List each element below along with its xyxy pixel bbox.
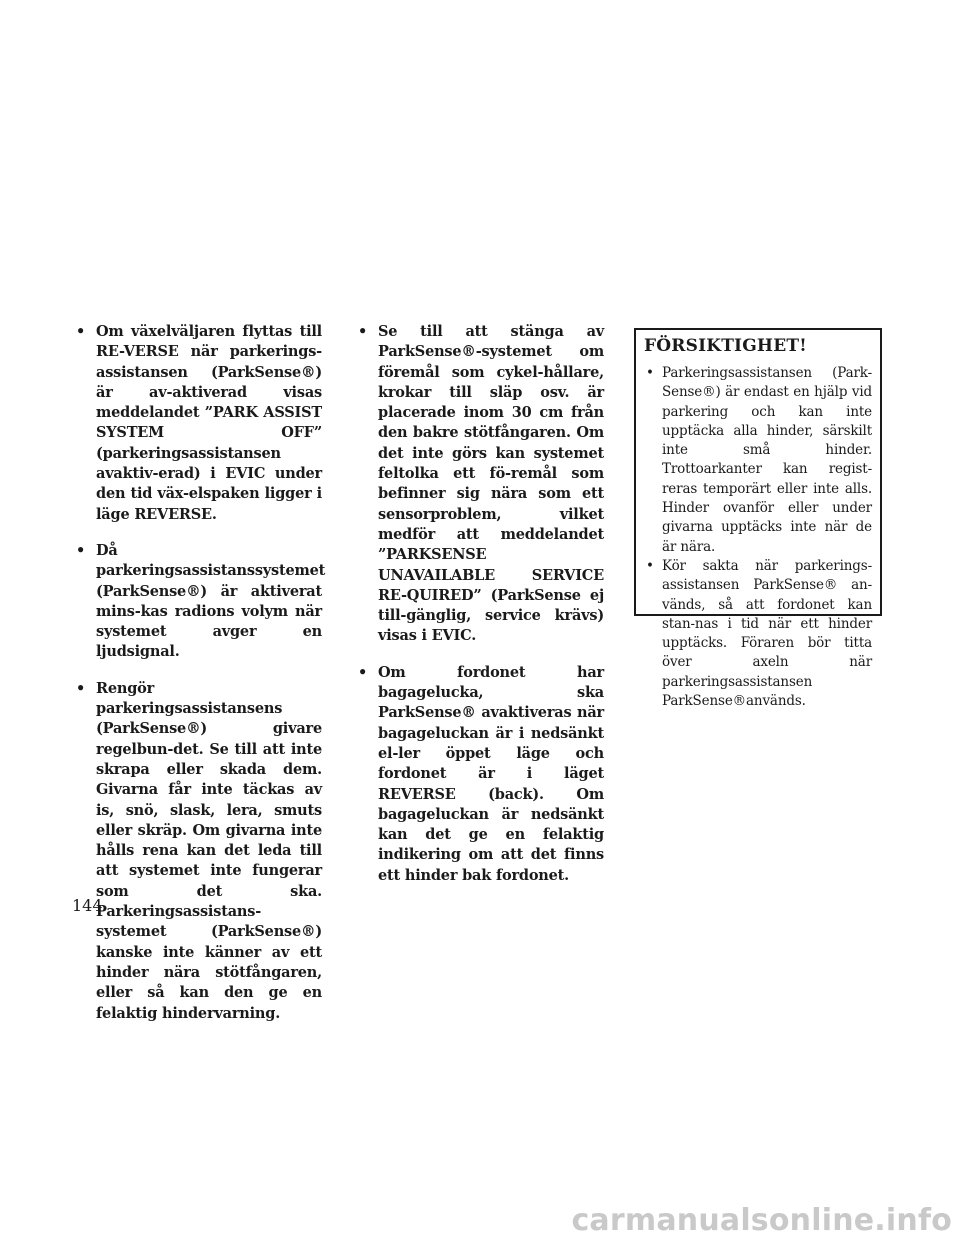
caution-item: • Parkeringsassistansen (Park-Sense®) är endast en hjälp vid parkering och kan inte upptäcka alla hinder, särskilt inte små hinder. Trottoarkanter kan regist-reras temporärt eller inte alls. Hinder ovanför eller under givarna upptäcks inte när de är nära.: [644, 364, 872, 557]
watermark: carmanualsonline.info: [571, 1203, 952, 1238]
text-column-left: [72, 322, 326, 1040]
list-item: • Rengör parkeringsassistansens (ParkSense®) givare regelbun-det. Se till att inte skrapa eller skada dem. Givarna får inte täckas av is, snö, slask, lera, smuts eller skräp. Om givarna inte hålls rena kan det leda till att systemet inte fungerar som det ska. Parkeringsassistans-systemet (ParkSense®) kanske inte känner av ett hinder nära stötfångaren, eller så kan den ge en felaktig hindervarning.: [72, 679, 322, 1024]
caution-title: FÖRSIKTIGHET!: [644, 336, 807, 356]
list-item: • Då parkeringsassistanssystemet (ParkSense®) är aktiverat mins-kas radions volym när systemet avger en ljudsignal.: [72, 541, 322, 663]
list-item: • Om växelväljaren flyttas till RE-VERSE när parkerings-assistansen (ParkSense®) är av-aktiverad visas meddelandet ”PARK ASSIST SYSTEM OFF” (parkeringsassistansen avaktiv-erad) i EVIC under den tid väx-elspaken ligger i läge REVERSE.: [72, 322, 322, 525]
caution-list: [644, 364, 872, 711]
caution-item: • Kör sakta när parkerings-assistansen ParkSense® an-vänds, så att fordonet kan stan-nas i tid när ett hinder upptäcks. Föraren bör titta över axeln när parkeringsassistansen ParkSense®används.: [644, 557, 872, 711]
text-column-middle: [354, 322, 604, 902]
page-number: 144: [72, 896, 103, 915]
bullet-list-middle: [354, 322, 604, 886]
list-item: • Om fordonet har bagagelucka, ska ParkSense® avaktiveras när bagageluckan är i nedsänkt el-ler öppet läge och fordonet är i läget REVERSE (back). Om bagageluckan är nedsänkt kan det ge en felaktig indikering om att det finns ett hinder bak fordonet.: [354, 663, 604, 886]
caution-box: [634, 328, 882, 710]
bullet-list-left: [72, 322, 326, 1024]
list-item: • Se till att stänga av ParkSense®-systemet om föremål som cykel-hållare, krokar till släp osv. är placerade inom 30 cm från den bakre stötfångaren. Om det inte görs kan systemet feltolka ett fö-remål som befinner sig nära som ett sensorproblem, vilket medför att meddelandet ”PARKSENSE UNAVAILABLE SERVICE RE-QUIRED” (ParkSense ej till-gänglig, service krävs) visas i EVIC.: [354, 322, 604, 647]
